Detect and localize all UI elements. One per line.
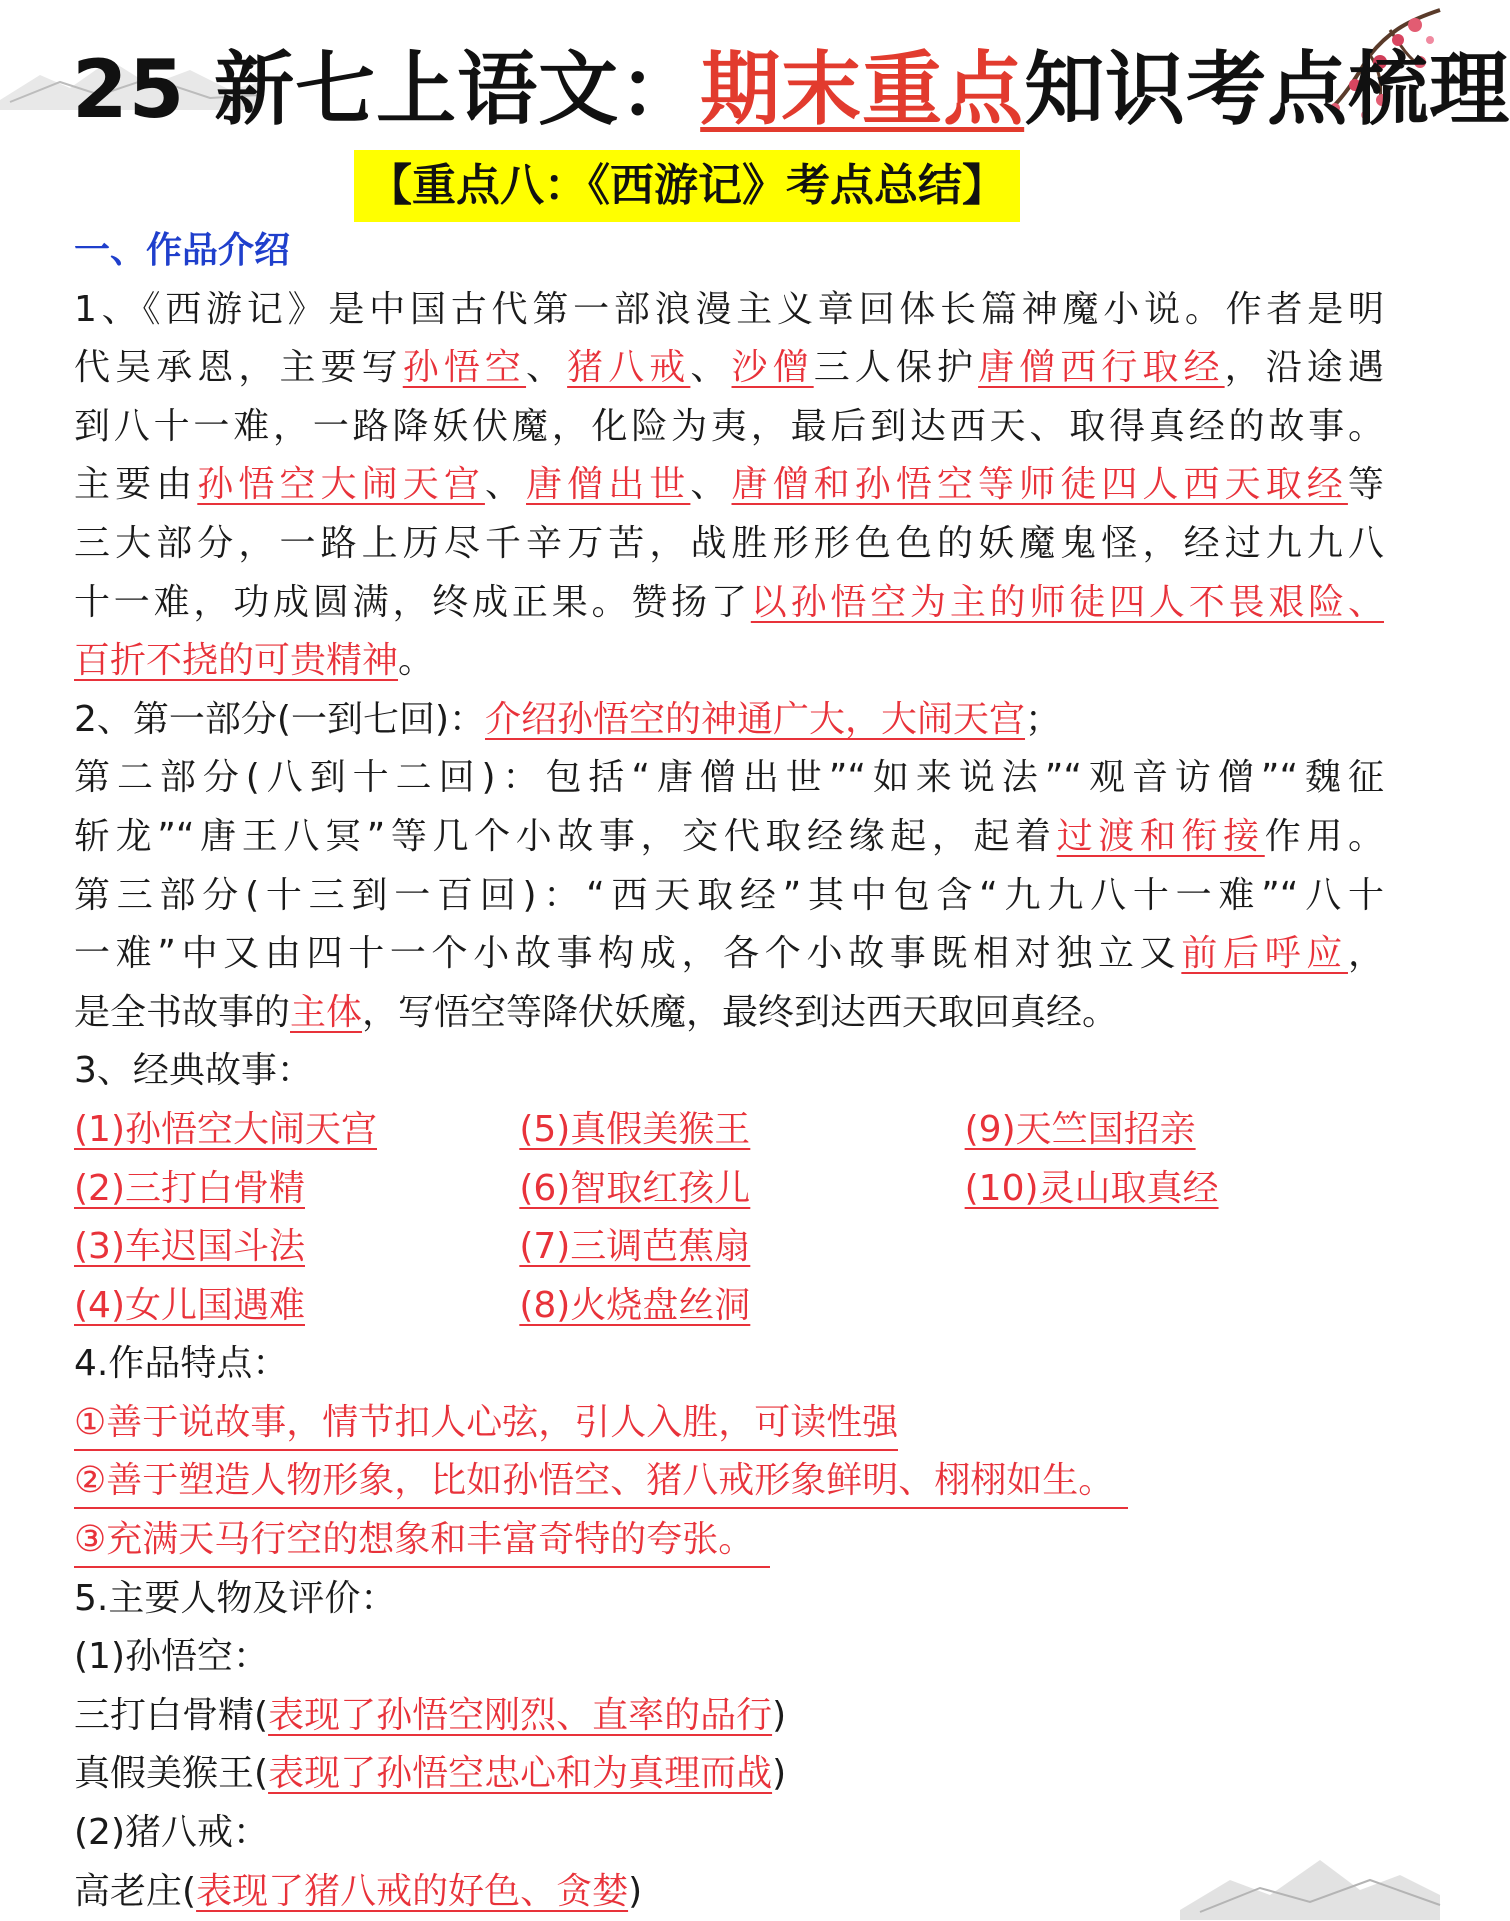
- title-highlight: 期末重点: [700, 43, 1025, 136]
- key-term: 沙僧: [731, 347, 814, 389]
- text: 一难”中又由四十一个小故事构成，各个小故事既相对独立又: [74, 933, 1182, 975]
- key-term: 前后呼应: [1181, 933, 1348, 975]
- text: 斩龙”“唐王八冥”等几个小故事，交代取经缘起，起着: [74, 815, 1057, 857]
- feature-text: ②善于塑造人物形象，比如孙悟空、猪八戒形象鲜明、栩栩如生。: [74, 1455, 1128, 1509]
- paren-close: ): [772, 1694, 787, 1736]
- episode-title: 三打白骨精: [74, 1694, 255, 1736]
- story-item: (4)女儿国遇难: [74, 1284, 305, 1326]
- text: ，写悟空等降伏妖魔，最终到达西天取回真经。: [362, 991, 1119, 1033]
- text: 十一难，功成圆满，终成正果。赞扬了: [74, 581, 751, 623]
- intro-line-5: 三大部分，一路上历尽千辛万苦，战胜形形色色的妖魔鬼怪，经过九九八: [74, 522, 1384, 564]
- key-term: 唐僧出世: [526, 464, 691, 506]
- key-term: 过渡和衔接: [1056, 815, 1265, 857]
- key-term: 唐僧西行取经: [978, 347, 1225, 389]
- paren-open: (: [254, 1753, 269, 1795]
- paren-close: ): [628, 1870, 643, 1912]
- story-row: [74, 1160, 1384, 1219]
- key-term: 以孙悟空为主的师徒四人不畏艰险、: [750, 581, 1384, 623]
- text: 作用。: [1264, 815, 1384, 857]
- text: 代吴承恩，主要写: [74, 347, 403, 389]
- parts-line-1: [74, 691, 1384, 750]
- paren-open: (: [182, 1870, 197, 1912]
- key-term: 孙悟空: [402, 347, 527, 389]
- title-suffix: 知识考点梳理: [1024, 43, 1510, 136]
- character-episode: [74, 1687, 1384, 1746]
- episode-title: 高老庄: [74, 1870, 183, 1912]
- story-item: (6)智取红孩儿: [519, 1167, 751, 1209]
- story-item: (1)孙悟空大闹天宫: [74, 1108, 377, 1150]
- key-term: 孙悟空大闹天宫: [197, 464, 485, 506]
- key-term: 猪八戒: [567, 347, 691, 389]
- text: ，沿途遇: [1224, 347, 1384, 389]
- parts-line-3: [74, 808, 1384, 867]
- title-prefix: 25 新七上语文：: [72, 43, 701, 136]
- text: 是全书故事的: [74, 991, 291, 1033]
- paren-close: ): [772, 1753, 787, 1795]
- text: 、: [690, 464, 732, 506]
- text: ；: [1025, 698, 1062, 740]
- evaluation: 表现了孙悟空忠心和为真理而战: [268, 1753, 773, 1795]
- page-title: [72, 40, 1510, 140]
- feature-item: [74, 1394, 1384, 1453]
- text: 、: [526, 347, 568, 389]
- intro-line-1: 1、《西游记》是中国古代第一部浪漫主义章回体长篇神魔小说。作者是明: [74, 288, 1384, 330]
- intro-line-3: 到八十一难，一路降妖伏魔，化险为夷，最后到达西天、取得真经的故事。: [74, 405, 1384, 447]
- parts-line-2: 第二部分(八到十二回)：包括“唐僧出世”“如来说法”“观音访僧”“魏征: [74, 757, 1384, 799]
- intro-line-6: [74, 574, 1384, 633]
- text: 2、第一部分(一到七回)：: [74, 698, 485, 740]
- story-item: (3)车迟国斗法: [74, 1226, 305, 1268]
- intro-line-7: [74, 632, 1384, 691]
- evaluation: 表现了孙悟空刚烈、直率的品行: [268, 1694, 773, 1736]
- features-heading: 4.作品特点：: [74, 1343, 289, 1385]
- story-item: (9)天竺国招亲: [964, 1108, 1196, 1150]
- section-heading-intro: 一、作品介绍: [74, 230, 291, 271]
- story-row: [74, 1101, 1384, 1160]
- text: ，: [1347, 933, 1384, 975]
- text: 、: [690, 347, 732, 389]
- character-name: (2)猪八戒：: [74, 1812, 269, 1854]
- character-name: (1)孙悟空：: [74, 1636, 269, 1678]
- story-row: [74, 1277, 1384, 1336]
- story-item: (5)真假美猴王: [519, 1108, 751, 1150]
- parts-line-5: [74, 925, 1384, 984]
- text: 。: [398, 640, 435, 682]
- character-episode: [74, 1745, 1384, 1804]
- parts-line-4: 第三部分(十三到一百回)：“西天取经”其中包含“九九八十一难”“八十: [74, 874, 1384, 916]
- key-term: 主体: [290, 991, 363, 1033]
- story-item: (2)三打白骨精: [74, 1167, 305, 1209]
- subtitle-banner: 【重点八：《西游记》考点总结】: [354, 150, 1020, 222]
- character-episode: [74, 1863, 1384, 1921]
- paren-open: (: [254, 1694, 269, 1736]
- intro-line-4: [74, 456, 1384, 515]
- text: 、: [484, 464, 527, 506]
- key-term: 介绍孙悟空的神通广大，大闹天宫: [485, 698, 1026, 740]
- episode-title: 真假美猴王: [74, 1753, 255, 1795]
- text: 等: [1347, 464, 1384, 506]
- key-term: 百折不挠的可贵精神: [74, 640, 399, 682]
- story-item: (8)火烧盘丝洞: [519, 1284, 751, 1326]
- story-item: (10)灵山取真经: [964, 1167, 1219, 1209]
- feature-item: [74, 1511, 1384, 1570]
- text: 主要由: [74, 464, 198, 506]
- story-row: [74, 1218, 1384, 1277]
- feature-text: ③充满天马行空的想象和丰富奇特的夸张。: [74, 1514, 770, 1568]
- parts-line-6: [74, 984, 1384, 1043]
- characters-heading: 5.主要人物及评价：: [74, 1577, 397, 1619]
- text: 三人保护: [813, 347, 979, 389]
- key-term: 唐僧和孙悟空等师徒四人西天取经: [731, 464, 1348, 506]
- evaluation: 表现了猪八戒的好色、贪婪: [196, 1870, 629, 1912]
- feature-text: ①善于说故事，情节扣人心弦，引人入胜，可读性强: [74, 1397, 898, 1451]
- stories-heading: 3、经典故事：: [74, 1050, 313, 1092]
- content-body: [74, 222, 1384, 1921]
- feature-item: [74, 1452, 1384, 1511]
- intro-line-2: [74, 339, 1384, 398]
- story-item: (7)三调芭蕉扇: [519, 1226, 751, 1268]
